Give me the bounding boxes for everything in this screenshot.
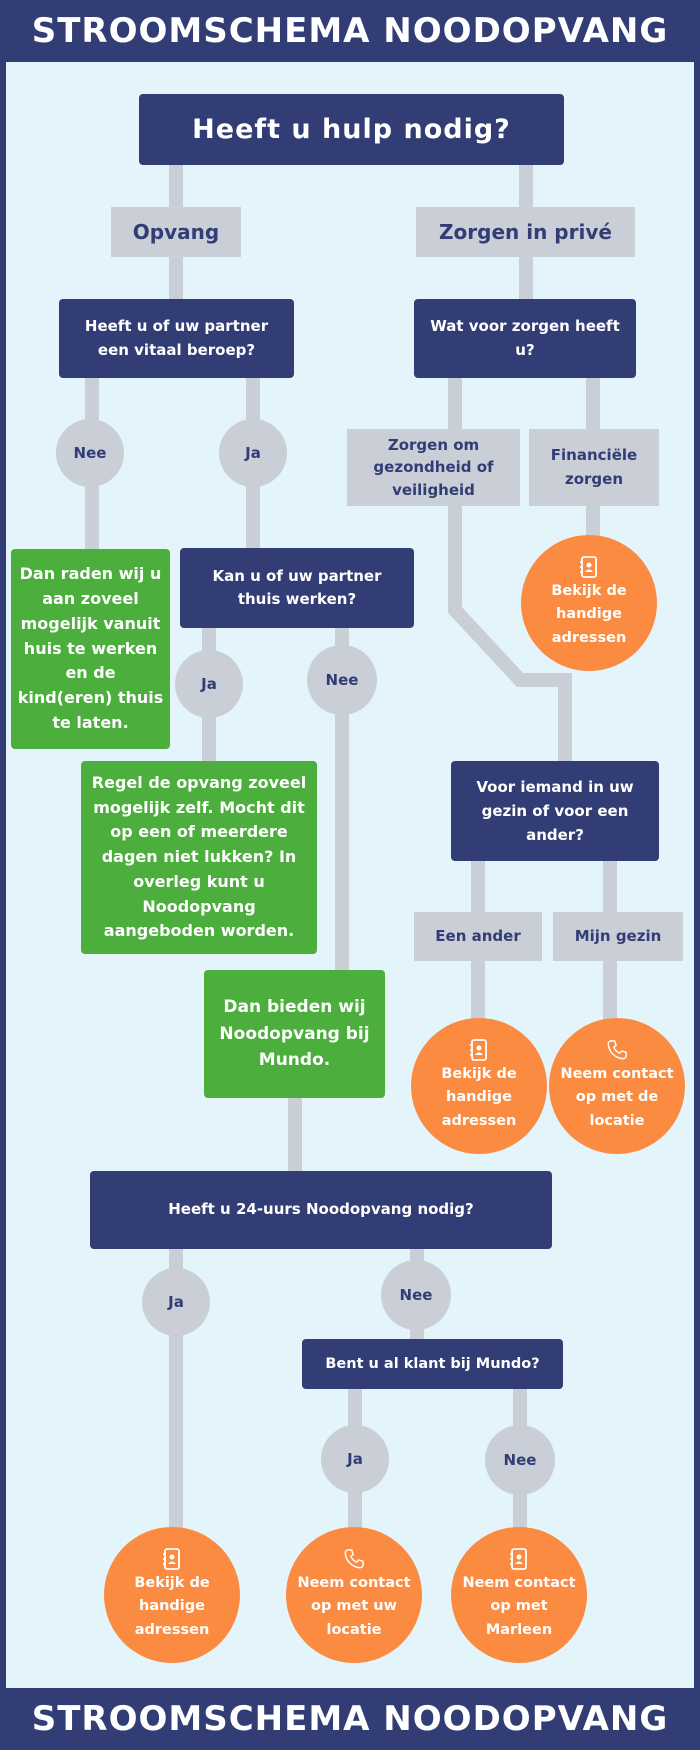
option-financial: Financiële zorgen [529, 429, 659, 506]
action-contact-your-location[interactable] [286, 1527, 422, 1663]
header-banner: STROOMSCHEMA NOODOPVANG [0, 0, 700, 62]
question-24h-noodopvang: Heeft u 24-uurs Noodopvang nodig? [90, 1171, 552, 1249]
option-zorgen-prive: Zorgen in privé [416, 207, 635, 257]
action-contact-location[interactable] [549, 1018, 685, 1154]
option-een-ander: Een ander [414, 912, 542, 961]
answer-ja: Ja [321, 1425, 389, 1493]
addresses-label: Bekijk de handige adressen [551, 583, 627, 646]
option-opvang: Opvang [111, 207, 241, 257]
question-what-concerns: Wat voor zorgen heeft u? [414, 299, 636, 378]
addresses-label: Bekijk de handige adressen [134, 1575, 210, 1638]
addresses-label: Bekijk de handige adressen [441, 1066, 517, 1129]
advice-work-from-home: Dan raden wij u aan zoveel mogelijk vanuit huis te werken en de kind(eren) thuis te laten. [11, 549, 170, 749]
answer-ja: Ja [142, 1268, 210, 1336]
answer-nee: Nee [56, 419, 124, 487]
answer-nee: Nee [381, 1260, 451, 1330]
offer-noodopvang: Dan bieden wij Noodopvang bij Mundo. [204, 970, 385, 1098]
contact-marleen-label: Neem contact op met Marleen [462, 1575, 576, 1638]
action-contact-marleen[interactable] [451, 1527, 587, 1663]
question-vital-profession: Heeft u of uw partner een vitaal beroep? [59, 299, 294, 378]
answer-ja: Ja [175, 650, 243, 718]
option-health-safety: Zorgen om gezondheid of veiligheid [347, 429, 520, 506]
footer-banner: STROOMSCHEMA NOODOPVANG [0, 1688, 700, 1750]
answer-nee: Nee [307, 645, 377, 715]
action-view-addresses[interactable] [411, 1018, 547, 1154]
phone-icon [343, 1548, 365, 1570]
question-existing-client: Bent u al klant bij Mundo? [302, 1339, 563, 1389]
question-family-or-other: Voor iemand in uw gezin of voor een ander? [451, 761, 659, 861]
answer-ja: Ja [219, 419, 287, 487]
address-book-icon [509, 1548, 529, 1570]
question-help-needed: Heeft u hulp nodig? [139, 94, 564, 165]
answer-nee: Nee [485, 1425, 555, 1495]
address-book-icon [162, 1548, 182, 1570]
action-view-addresses[interactable] [521, 535, 657, 671]
option-mijn-gezin: Mijn gezin [553, 912, 683, 961]
contact-location-label: Neem contact op met de locatie [560, 1066, 674, 1129]
phone-icon [606, 1039, 628, 1061]
action-view-addresses[interactable] [104, 1527, 240, 1663]
contact-your-location-label: Neem contact op met uw locatie [297, 1575, 411, 1638]
address-book-icon [579, 556, 599, 578]
question-work-from-home: Kan u of uw partner thuis werken? [180, 548, 414, 628]
advice-arrange-care: Regel de opvang zoveel mogelijk zelf. Mocht dit op een of meerdere dagen niet lukken? In overleg kunt u Noodopvang aangeboden worden. [81, 761, 317, 954]
address-book-icon [469, 1039, 489, 1061]
